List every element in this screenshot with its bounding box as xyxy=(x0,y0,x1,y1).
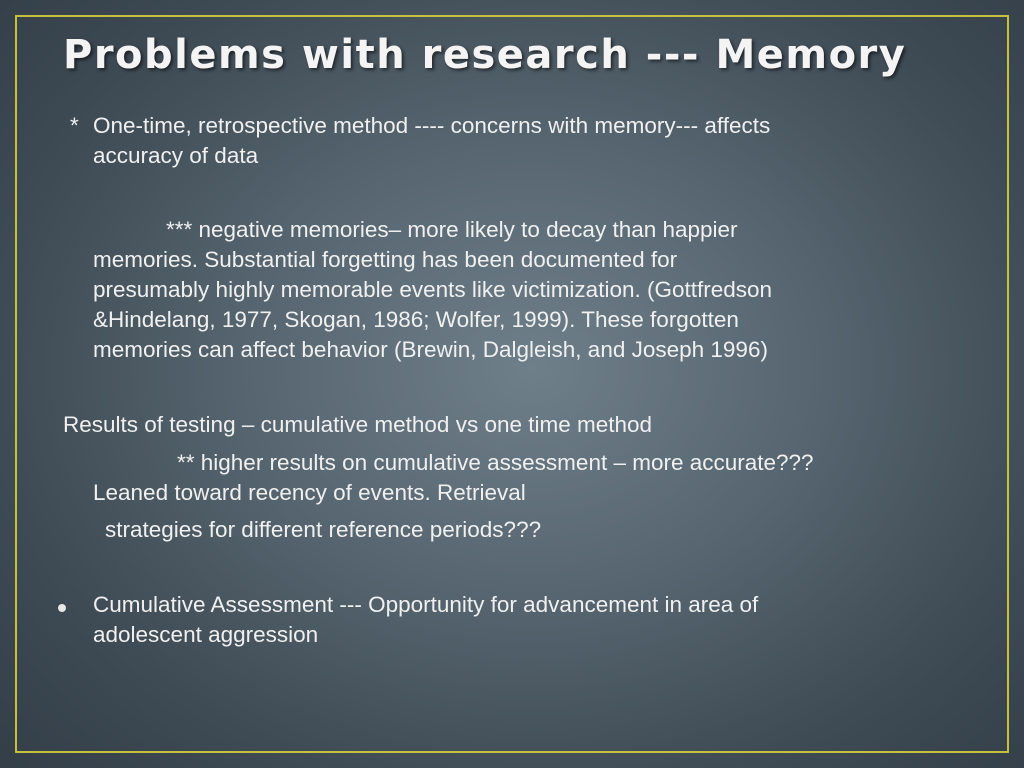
paragraph-line: &Hindelang, 1977, Skogan, 1986; Wolfer, 1999). These forgotten xyxy=(93,307,739,332)
paragraph-line: adolescent aggression xyxy=(93,622,319,647)
paragraph-line: ** higher results on cumulative assessment – more accurate??? xyxy=(177,450,814,475)
paragraph-line: One-time, retrospective method ---- concerns with memory--- affects xyxy=(93,113,771,138)
paragraph-line: presumably highly memorable events like victimization. (Gottfredson xyxy=(93,277,773,302)
bullet-cumulative-assessment xyxy=(93,590,973,650)
asterisk-marker: * xyxy=(70,113,79,138)
paragraph-line: Results of testing – cumulative method vs one time method xyxy=(63,412,653,437)
paragraph-line: *** negative memories– more likely to decay than happier xyxy=(166,217,738,242)
paragraph-line: accuracy of data xyxy=(93,143,259,168)
paragraph-line: Leaned toward recency of events. Retrieval xyxy=(93,480,526,505)
paragraph-line: strategies for different reference periods??? xyxy=(105,517,542,542)
paragraph-line: memories. Substantial forgetting has been documented for xyxy=(93,247,678,272)
paragraph-results-of-testing xyxy=(63,410,963,440)
slide-title: Problems with research --- Memory xyxy=(63,32,907,78)
paragraph-retrospective-method xyxy=(93,111,973,171)
paragraph-higher-results xyxy=(93,448,973,508)
paragraph-line: memories can affect behavior (Brewin, Dalgleish, and Joseph 1996) xyxy=(93,337,768,362)
paragraph-line: Cumulative Assessment --- Opportunity for advancement in area of xyxy=(93,592,759,617)
paragraph-negative-memories xyxy=(93,215,973,365)
bullet-dot-icon xyxy=(58,604,66,612)
paragraph-retrieval-strategies xyxy=(105,515,965,545)
